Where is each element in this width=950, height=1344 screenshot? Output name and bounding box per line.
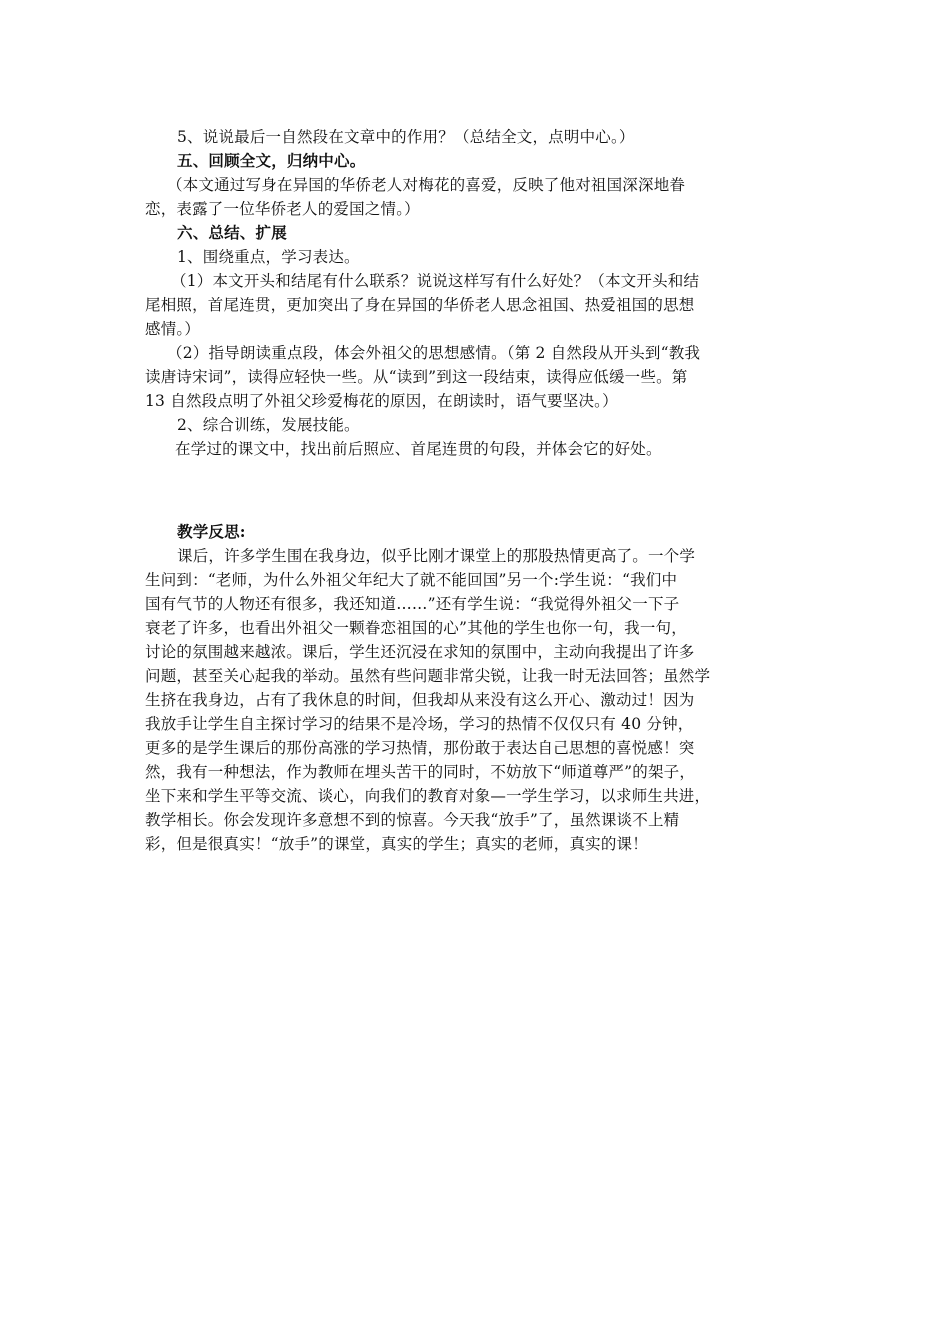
reflection-line: 衰老了许多，也看出外祖父一颗眷恋祖国的心”其他的学生也你一句，我一句， bbox=[145, 619, 687, 637]
lesson-section bbox=[145, 125, 810, 461]
reflection-line: 课后，许多学生围在我身边，似乎比刚才课堂上的那股热情更高了。一个学 bbox=[177, 547, 696, 565]
sub-point-1-line-1: （1）本文开头和结尾有什么联系？说说这样写有什么好处？（本文开头和结 bbox=[171, 272, 700, 290]
sub-point-2-line-2: 读唐诗宋词”，读得应轻快一些。从“读到”到这一段结束，读得应低缓一些。第 bbox=[145, 368, 688, 386]
point-2: 2、综合训练，发展技能。 bbox=[177, 416, 360, 434]
question-5: 5、说说最后一自然段在文章中的作用？（总结全文，点明中心。） bbox=[177, 128, 635, 146]
center-summary-line-1: （本文通过写身在异国的华侨老人对梅花的喜爱，反映了他对祖国深深地眷 bbox=[167, 176, 686, 194]
reflection-line: 彩，但是很真实！“放手”的课堂，真实的学生；真实的老师，真实的课！ bbox=[145, 835, 648, 853]
reflection-line: 问题，甚至关心起我的举动。虽然有些问题非常尖锐，让我一时无法回答；虽然学 bbox=[145, 667, 711, 685]
heading-6: 六、总结、扩展 bbox=[177, 223, 287, 242]
center-summary-line-2: 恋，表露了一位华侨老人的爱国之情。） bbox=[145, 200, 420, 218]
reflection-line: 生挤在我身边，占有了我休息的时间，但我却从来没有这么开心、激动过！因为 bbox=[145, 691, 695, 709]
reflection-title: 教学反思: bbox=[177, 522, 246, 541]
reflection-line: 讨论的氛围越来越浓。课后，学生还沉浸在求知的氛围中，主动向我提出了许多 bbox=[145, 643, 695, 661]
reflection-line: 坐下来和学生平等交流、谈心，向我们的教育对象—一学生学习，以求师生共进， bbox=[145, 787, 711, 805]
heading-5: 五、回顾全文，归纳中心。 bbox=[177, 151, 366, 170]
reflection-line: 国有气节的人物还有很多，我还知道……”还有学生说：“我觉得外祖父一下子 bbox=[145, 595, 680, 613]
sub-point-2-line-3: 13 自然段点明了外祖父珍爱梅花的原因，在朗读时，语气要坚决。） bbox=[145, 392, 618, 410]
sub-point-1-line-2: 尾相照，首尾连贯，更加突出了身在异国的华侨老人思念祖国、热爱祖国的思想 bbox=[145, 296, 695, 314]
reflection-line: 我放手让学生自主探讨学习的结果不是冷场，学习的热情不仅仅只有 40 分钟， bbox=[145, 715, 694, 733]
reflection-line: 教学相长。你会发现许多意想不到的惊喜。今天我“放手”了，虽然课谈不上精 bbox=[145, 811, 680, 829]
point-1: 1、围绕重点，学习表达。 bbox=[177, 248, 360, 266]
reflection-line: 然，我有一种想法，作为教师在埋头苦干的同时，不妨放下“师道尊严”的架子， bbox=[145, 763, 696, 781]
task-text: 在学过的课文中，找出前后照应、首尾连贯的句段，并体会它的好处。 bbox=[175, 440, 662, 458]
sub-point-2-line-1: （2）指导朗读重点段，体会外祖父的思想感情。（第 2 自然段从开头到“教我 bbox=[167, 344, 701, 362]
reflection-line: 更多的是学生课后的那份高涨的学习热情，那份敢于表达自己思想的喜悦感！突 bbox=[145, 739, 695, 757]
sub-point-1-line-3: 感情。） bbox=[145, 320, 201, 338]
reflection-line: 生问到：“老师，为什么外祖父年纪大了就不能回国”另一个:学生说：“我们中 bbox=[145, 571, 678, 589]
reflection-section bbox=[145, 520, 810, 856]
